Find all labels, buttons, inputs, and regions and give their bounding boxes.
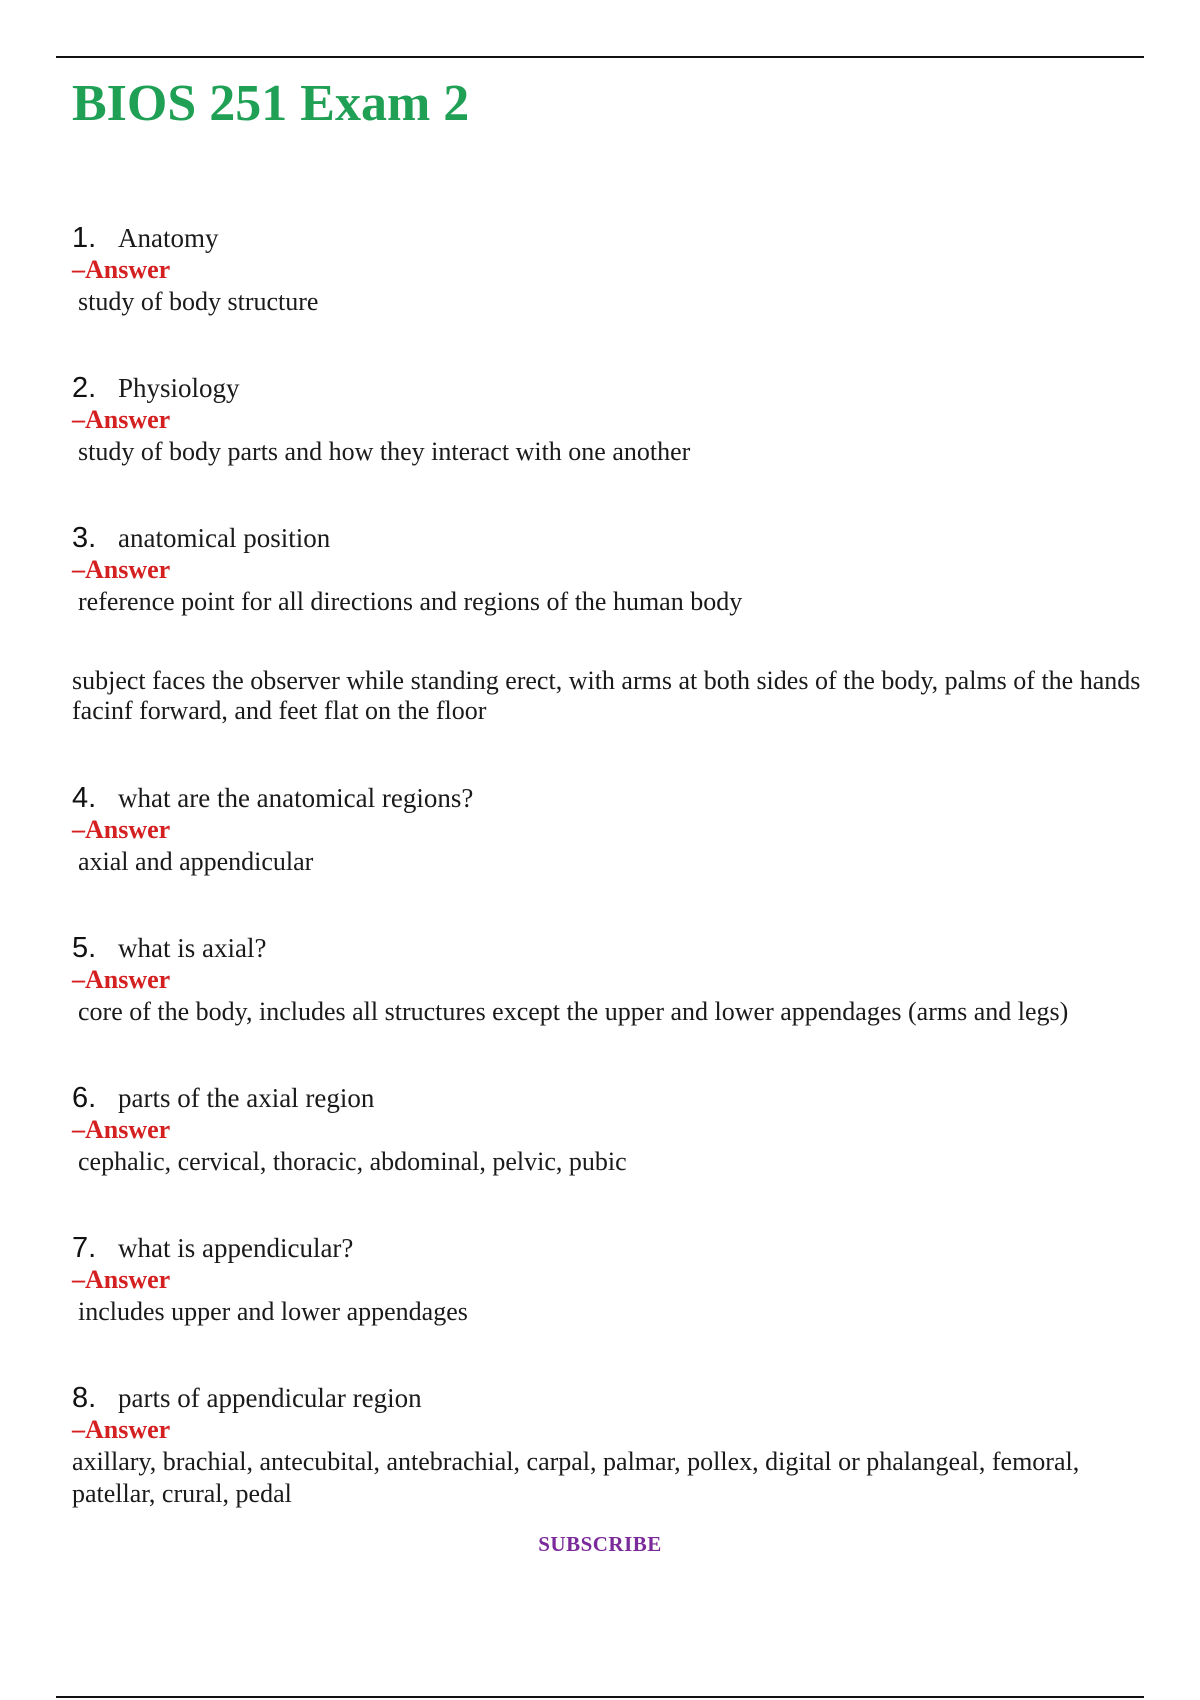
top-divider — [56, 56, 1144, 58]
qa-item-7 — [72, 1232, 1152, 1328]
answer-label: –Answer — [72, 255, 171, 284]
answer-label: –Answer — [72, 1115, 171, 1144]
question-number: 3. — [72, 522, 97, 554]
answer-text: core of the body, includes all structures except the upper and lower appendages (arms and legs) — [78, 997, 1069, 1026]
question-text: what are the anatomical regions? — [118, 783, 474, 813]
question-number: 1. — [72, 222, 97, 254]
question-text: parts of appendicular region — [118, 1383, 422, 1413]
answer-label: –Answer — [72, 1265, 171, 1294]
question-line — [72, 1082, 1152, 1114]
answer-text: axillary, brachial, antecubital, antebrachial, carpal, palmar, pollex, digital or phalangeal, femoral, patellar, crural, pedal — [72, 1447, 1080, 1508]
answer-text: study of body parts and how they interact with one another — [78, 437, 691, 466]
qa-item-8 — [72, 1382, 1152, 1510]
question-line — [72, 1232, 1152, 1264]
question-number: 8. — [72, 1382, 97, 1414]
question-line — [72, 372, 1152, 404]
question-number: 5. — [72, 932, 97, 964]
question-number: 2. — [72, 372, 97, 404]
answer-label: –Answer — [72, 815, 171, 844]
answer-extra-text: subject faces the observer while standing erect, with arms at both sides of the body, palms of the hands facinf forward, and feet flat on the floor — [72, 666, 1141, 725]
answer-label: –Answer — [72, 965, 171, 994]
question-text: what is axial? — [118, 933, 267, 963]
question-text: anatomical position — [118, 523, 331, 553]
answer-label: –Answer — [72, 405, 171, 434]
question-number: 4. — [72, 782, 97, 814]
question-text: Physiology — [118, 373, 240, 403]
question-number: 6. — [72, 1082, 97, 1114]
answer-text: includes upper and lower appendages — [78, 1297, 468, 1326]
answer-label: –Answer — [72, 555, 171, 584]
bottom-divider — [56, 1696, 1144, 1698]
answer-text: cephalic, cervical, thoracic, abdominal, pelvic, pubic — [78, 1147, 627, 1176]
answer-label: –Answer — [72, 1415, 171, 1444]
page-title: BIOS 251 Exam 2 — [72, 75, 470, 132]
answer-text: reference point for all directions and regions of the human body — [78, 587, 743, 616]
question-text: what is appendicular? — [118, 1233, 354, 1263]
question-line — [72, 782, 1152, 814]
question-line — [72, 222, 1152, 254]
qa-item-5 — [72, 932, 1152, 1028]
qa-item-2 — [72, 372, 1152, 468]
question-text: Anatomy — [118, 223, 219, 253]
question-line — [72, 1382, 1152, 1414]
qa-item-1 — [72, 222, 1152, 318]
answer-text: study of body structure — [78, 287, 319, 316]
qa-item-6 — [72, 1082, 1152, 1178]
question-number: 7. — [72, 1232, 97, 1264]
question-text: parts of the axial region — [118, 1083, 375, 1113]
qa-item-3 — [72, 522, 1152, 726]
qa-item-4 — [72, 782, 1152, 878]
answer-text: axial and appendicular — [78, 847, 314, 876]
question-line — [72, 522, 1152, 554]
subscribe-link[interactable]: SUBSCRIBE — [538, 1532, 662, 1556]
question-line — [72, 932, 1152, 964]
